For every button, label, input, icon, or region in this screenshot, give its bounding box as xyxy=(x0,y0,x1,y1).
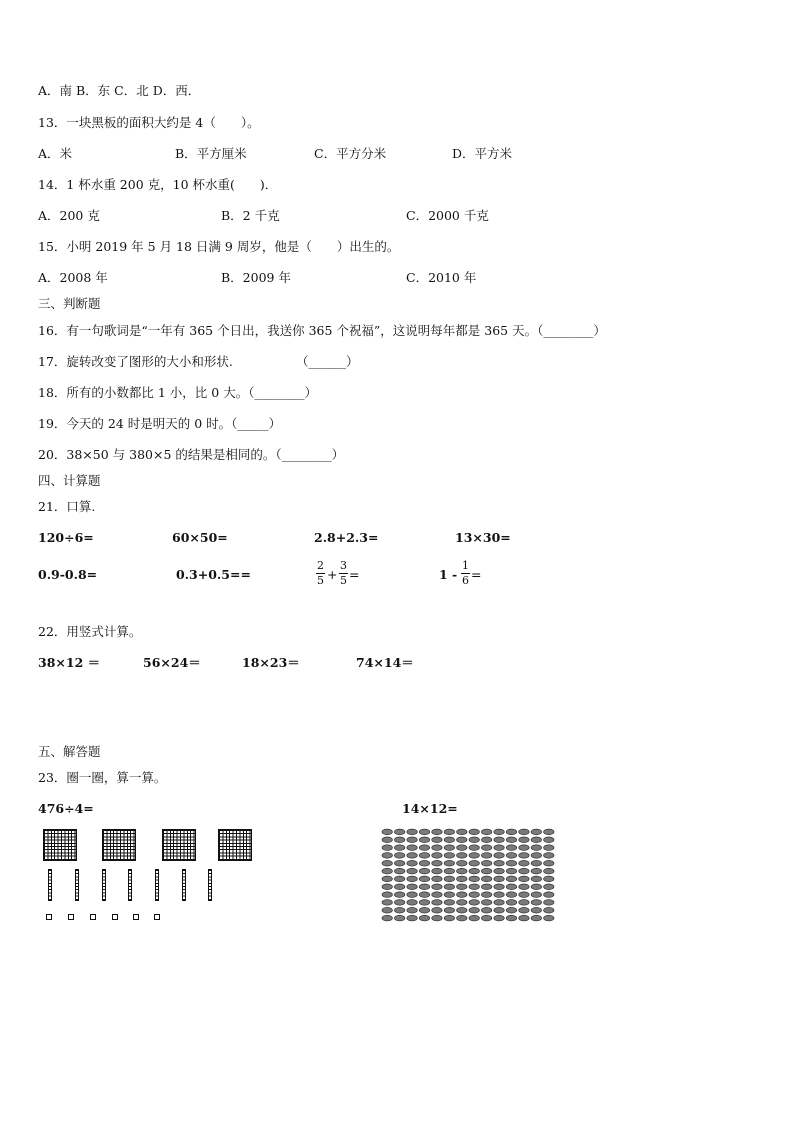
oval xyxy=(469,845,479,851)
oval xyxy=(506,892,516,898)
oval xyxy=(544,845,554,851)
oval xyxy=(407,884,417,890)
oval xyxy=(469,853,479,859)
oval xyxy=(457,868,467,874)
oval xyxy=(506,829,516,835)
q22-item-1: 38×12 ＝ xyxy=(38,655,101,670)
oval xyxy=(432,845,442,851)
oval xyxy=(432,868,442,874)
oval xyxy=(531,900,541,906)
oval xyxy=(382,868,392,874)
oval xyxy=(544,907,554,913)
numerator: 2 xyxy=(317,559,324,572)
q12-options: A．南 B．东 C．北 D．西． xyxy=(38,83,201,98)
q13-option-b: B．平方厘米 xyxy=(175,146,247,161)
q15-stem: 15．小明 2019 年 5 月 18 日满 9 周岁，他是（ ）出生的。 xyxy=(38,239,400,254)
oval xyxy=(519,892,529,898)
unit-cube xyxy=(154,914,160,920)
oval xyxy=(544,829,554,835)
ten-rod xyxy=(155,869,159,901)
oval xyxy=(382,884,392,890)
oval xyxy=(469,876,479,882)
q21-item-1: 120÷6= xyxy=(38,530,94,545)
oval xyxy=(394,892,404,898)
oval xyxy=(419,915,429,921)
oval xyxy=(382,915,392,921)
plus-sign: + xyxy=(327,567,338,582)
oval xyxy=(481,876,491,882)
oval xyxy=(444,907,454,913)
oval xyxy=(382,907,392,913)
q23-right-expression: 14×12= xyxy=(402,801,458,816)
unit-cube xyxy=(46,914,52,920)
oval xyxy=(382,860,392,866)
q23-stem: 23．圈一圈，算一算。 xyxy=(38,770,167,785)
oval xyxy=(419,907,429,913)
q19-stem: 19．今天的 24 时是明天的 0 时。（_____） xyxy=(38,416,282,431)
oval xyxy=(531,907,541,913)
oval xyxy=(394,900,404,906)
oval xyxy=(519,907,529,913)
oval xyxy=(469,915,479,921)
oval xyxy=(481,915,491,921)
hundred-block xyxy=(43,829,77,861)
oval xyxy=(419,892,429,898)
oval xyxy=(494,853,504,859)
oval xyxy=(407,860,417,866)
oval xyxy=(394,907,404,913)
oval xyxy=(494,907,504,913)
oval xyxy=(444,845,454,851)
oval xyxy=(444,876,454,882)
numerator: 3 xyxy=(340,559,347,572)
oval xyxy=(519,845,529,851)
q15-option-b: B．2009 年 xyxy=(221,270,291,285)
oval xyxy=(394,860,404,866)
oval xyxy=(469,884,479,890)
oval xyxy=(419,853,429,859)
oval xyxy=(394,829,404,835)
section-4-title: 四、计算题 xyxy=(38,473,101,488)
oval xyxy=(544,876,554,882)
oval xyxy=(531,892,541,898)
oval xyxy=(407,829,417,835)
q21-item-3: 2.8+2.3= xyxy=(314,530,379,545)
oval xyxy=(457,853,467,859)
oval xyxy=(432,860,442,866)
oval xyxy=(419,900,429,906)
oval xyxy=(407,837,417,843)
q21-item-2: 60×50= xyxy=(172,530,228,545)
oval xyxy=(419,829,429,835)
oval xyxy=(506,907,516,913)
oval xyxy=(481,829,491,835)
oval xyxy=(544,900,554,906)
oval xyxy=(481,837,491,843)
oval xyxy=(457,837,467,843)
q18-stem: 18．所有的小数都比 1 小，比 0 大。（________） xyxy=(38,385,317,400)
oval xyxy=(444,860,454,866)
oval xyxy=(394,868,404,874)
oval xyxy=(506,868,516,874)
q13-option-a: A．米 xyxy=(38,146,73,161)
q21-item-5: 0.9-0.8= xyxy=(38,567,98,582)
oval xyxy=(457,829,467,835)
oval xyxy=(481,900,491,906)
oval xyxy=(444,892,454,898)
oval xyxy=(419,868,429,874)
oval xyxy=(531,876,541,882)
oval xyxy=(494,868,504,874)
oval-array xyxy=(381,828,555,922)
oval xyxy=(494,860,504,866)
oval xyxy=(506,915,516,921)
oval xyxy=(531,837,541,843)
unit-cube xyxy=(90,914,96,920)
oval xyxy=(481,884,491,890)
oval xyxy=(469,860,479,866)
oval xyxy=(407,876,417,882)
hundred-block xyxy=(102,829,136,861)
fraction-1-6 xyxy=(461,560,470,587)
oval xyxy=(519,915,529,921)
oval xyxy=(544,853,554,859)
q14-option-c: C．2000 千克 xyxy=(406,208,489,223)
fraction-2-5 xyxy=(316,560,325,587)
oval xyxy=(444,900,454,906)
oval xyxy=(419,876,429,882)
oval xyxy=(544,892,554,898)
oval xyxy=(457,860,467,866)
oval xyxy=(419,837,429,843)
oval xyxy=(506,876,516,882)
oval xyxy=(457,845,467,851)
denominator: 6 xyxy=(462,574,469,587)
q22-stem: 22．用竖式计算。 xyxy=(38,624,142,639)
oval xyxy=(519,837,529,843)
oval xyxy=(481,892,491,898)
q13-option-d: D．平方米 xyxy=(452,146,513,161)
oval xyxy=(394,915,404,921)
oval xyxy=(432,892,442,898)
oval xyxy=(469,868,479,874)
oval xyxy=(394,853,404,859)
oval xyxy=(469,892,479,898)
oval xyxy=(432,853,442,859)
oval xyxy=(494,829,504,835)
oval xyxy=(444,884,454,890)
oval xyxy=(481,845,491,851)
oval xyxy=(494,837,504,843)
q15-option-a: A．2008 年 xyxy=(38,270,108,285)
ten-rod xyxy=(75,869,79,901)
hundred-block xyxy=(162,829,196,861)
oval xyxy=(481,853,491,859)
oval xyxy=(469,907,479,913)
oval xyxy=(457,915,467,921)
oval xyxy=(519,860,529,866)
ten-rod xyxy=(182,869,186,901)
oval xyxy=(394,845,404,851)
section-3-title: 三、判断题 xyxy=(38,296,101,311)
oval xyxy=(519,853,529,859)
oval xyxy=(519,884,529,890)
oval xyxy=(382,853,392,859)
oval xyxy=(407,907,417,913)
oval xyxy=(494,892,504,898)
oval xyxy=(432,907,442,913)
ten-rod xyxy=(208,869,212,901)
oval xyxy=(544,860,554,866)
oval xyxy=(432,915,442,921)
q13-option-c: C．平方分米 xyxy=(314,146,387,161)
denominator: 5 xyxy=(340,574,347,587)
oval xyxy=(457,900,467,906)
unit-cube xyxy=(133,914,139,920)
oval xyxy=(531,845,541,851)
oval xyxy=(457,884,467,890)
q22-item-2: 56×24＝ xyxy=(143,655,201,670)
fraction-3-5 xyxy=(339,560,348,587)
oval xyxy=(519,868,529,874)
one-minus: 1 - xyxy=(439,567,458,582)
oval xyxy=(469,900,479,906)
oval xyxy=(382,837,392,843)
oval xyxy=(506,837,516,843)
unit-cube xyxy=(68,914,74,920)
ten-rod xyxy=(128,869,132,901)
oval xyxy=(544,915,554,921)
oval xyxy=(506,884,516,890)
oval xyxy=(432,900,442,906)
oval xyxy=(382,829,392,835)
oval xyxy=(469,829,479,835)
oval xyxy=(444,829,454,835)
q22-item-3: 18×23＝ xyxy=(242,655,300,670)
oval xyxy=(531,868,541,874)
oval xyxy=(469,837,479,843)
oval xyxy=(444,915,454,921)
q21-item-6: 0.3+0.5== xyxy=(176,567,251,582)
oval xyxy=(481,868,491,874)
oval xyxy=(544,884,554,890)
oval xyxy=(494,845,504,851)
oval xyxy=(394,884,404,890)
oval xyxy=(544,837,554,843)
oval xyxy=(531,860,541,866)
oval xyxy=(457,892,467,898)
oval xyxy=(444,837,454,843)
q23-left-expression: 476÷4= xyxy=(38,801,94,816)
oval xyxy=(531,915,541,921)
hundred-block xyxy=(218,829,252,861)
oval xyxy=(481,907,491,913)
oval xyxy=(407,845,417,851)
oval xyxy=(506,900,516,906)
oval xyxy=(444,853,454,859)
equals-sign: = xyxy=(349,567,360,582)
oval xyxy=(481,860,491,866)
q15-option-c: C．2010 年 xyxy=(406,270,477,285)
numerator: 1 xyxy=(462,559,469,572)
oval xyxy=(382,876,392,882)
section-5-title: 五、解答题 xyxy=(38,744,101,759)
ten-rod xyxy=(48,869,52,901)
q14-stem: 14．1 杯水重 200 克，10 杯水重( )． xyxy=(38,177,278,192)
oval xyxy=(432,829,442,835)
oval xyxy=(419,860,429,866)
oval xyxy=(407,853,417,859)
q22-item-4: 74×14＝ xyxy=(356,655,414,670)
q13-stem: 13．一块黑板的面积大约是 4（ ）。 xyxy=(38,115,260,130)
oval xyxy=(407,868,417,874)
oval xyxy=(382,900,392,906)
oval xyxy=(506,860,516,866)
oval xyxy=(444,868,454,874)
oval xyxy=(506,853,516,859)
oval xyxy=(394,837,404,843)
q16-stem: 16．有一句歌词是“一年有 365 个日出，我送你 365 个祝福”，这说明每年都是 365 天。（________） xyxy=(38,323,606,338)
oval xyxy=(382,845,392,851)
oval xyxy=(407,892,417,898)
q17-answer-blank[interactable]: （______） xyxy=(296,354,359,369)
oval xyxy=(531,829,541,835)
oval xyxy=(494,915,504,921)
q21-stem: 21．口算. xyxy=(38,499,96,514)
oval xyxy=(531,853,541,859)
denominator: 5 xyxy=(317,574,324,587)
oval xyxy=(519,900,529,906)
oval xyxy=(407,900,417,906)
oval xyxy=(419,845,429,851)
oval xyxy=(531,884,541,890)
oval xyxy=(506,845,516,851)
oval xyxy=(457,907,467,913)
oval xyxy=(432,876,442,882)
oval xyxy=(432,884,442,890)
q20-stem: 20．38×50 与 380×5 的结果是相同的。（________） xyxy=(38,447,345,462)
oval xyxy=(394,876,404,882)
oval xyxy=(432,837,442,843)
oval xyxy=(519,829,529,835)
oval xyxy=(519,876,529,882)
oval xyxy=(457,876,467,882)
ten-rod xyxy=(102,869,106,901)
equals-sign-2: = xyxy=(471,567,482,582)
q14-option-b: B．2 千克 xyxy=(221,208,280,223)
oval xyxy=(494,884,504,890)
oval xyxy=(494,876,504,882)
oval xyxy=(382,892,392,898)
oval xyxy=(494,900,504,906)
oval xyxy=(419,884,429,890)
oval xyxy=(544,868,554,874)
q14-option-a: A．200 克 xyxy=(38,208,100,223)
oval xyxy=(407,915,417,921)
q21-item-4: 13×30= xyxy=(455,530,511,545)
q17-stem: 17．旋转改变了图形的大小和形状. xyxy=(38,354,233,369)
unit-cube xyxy=(112,914,118,920)
